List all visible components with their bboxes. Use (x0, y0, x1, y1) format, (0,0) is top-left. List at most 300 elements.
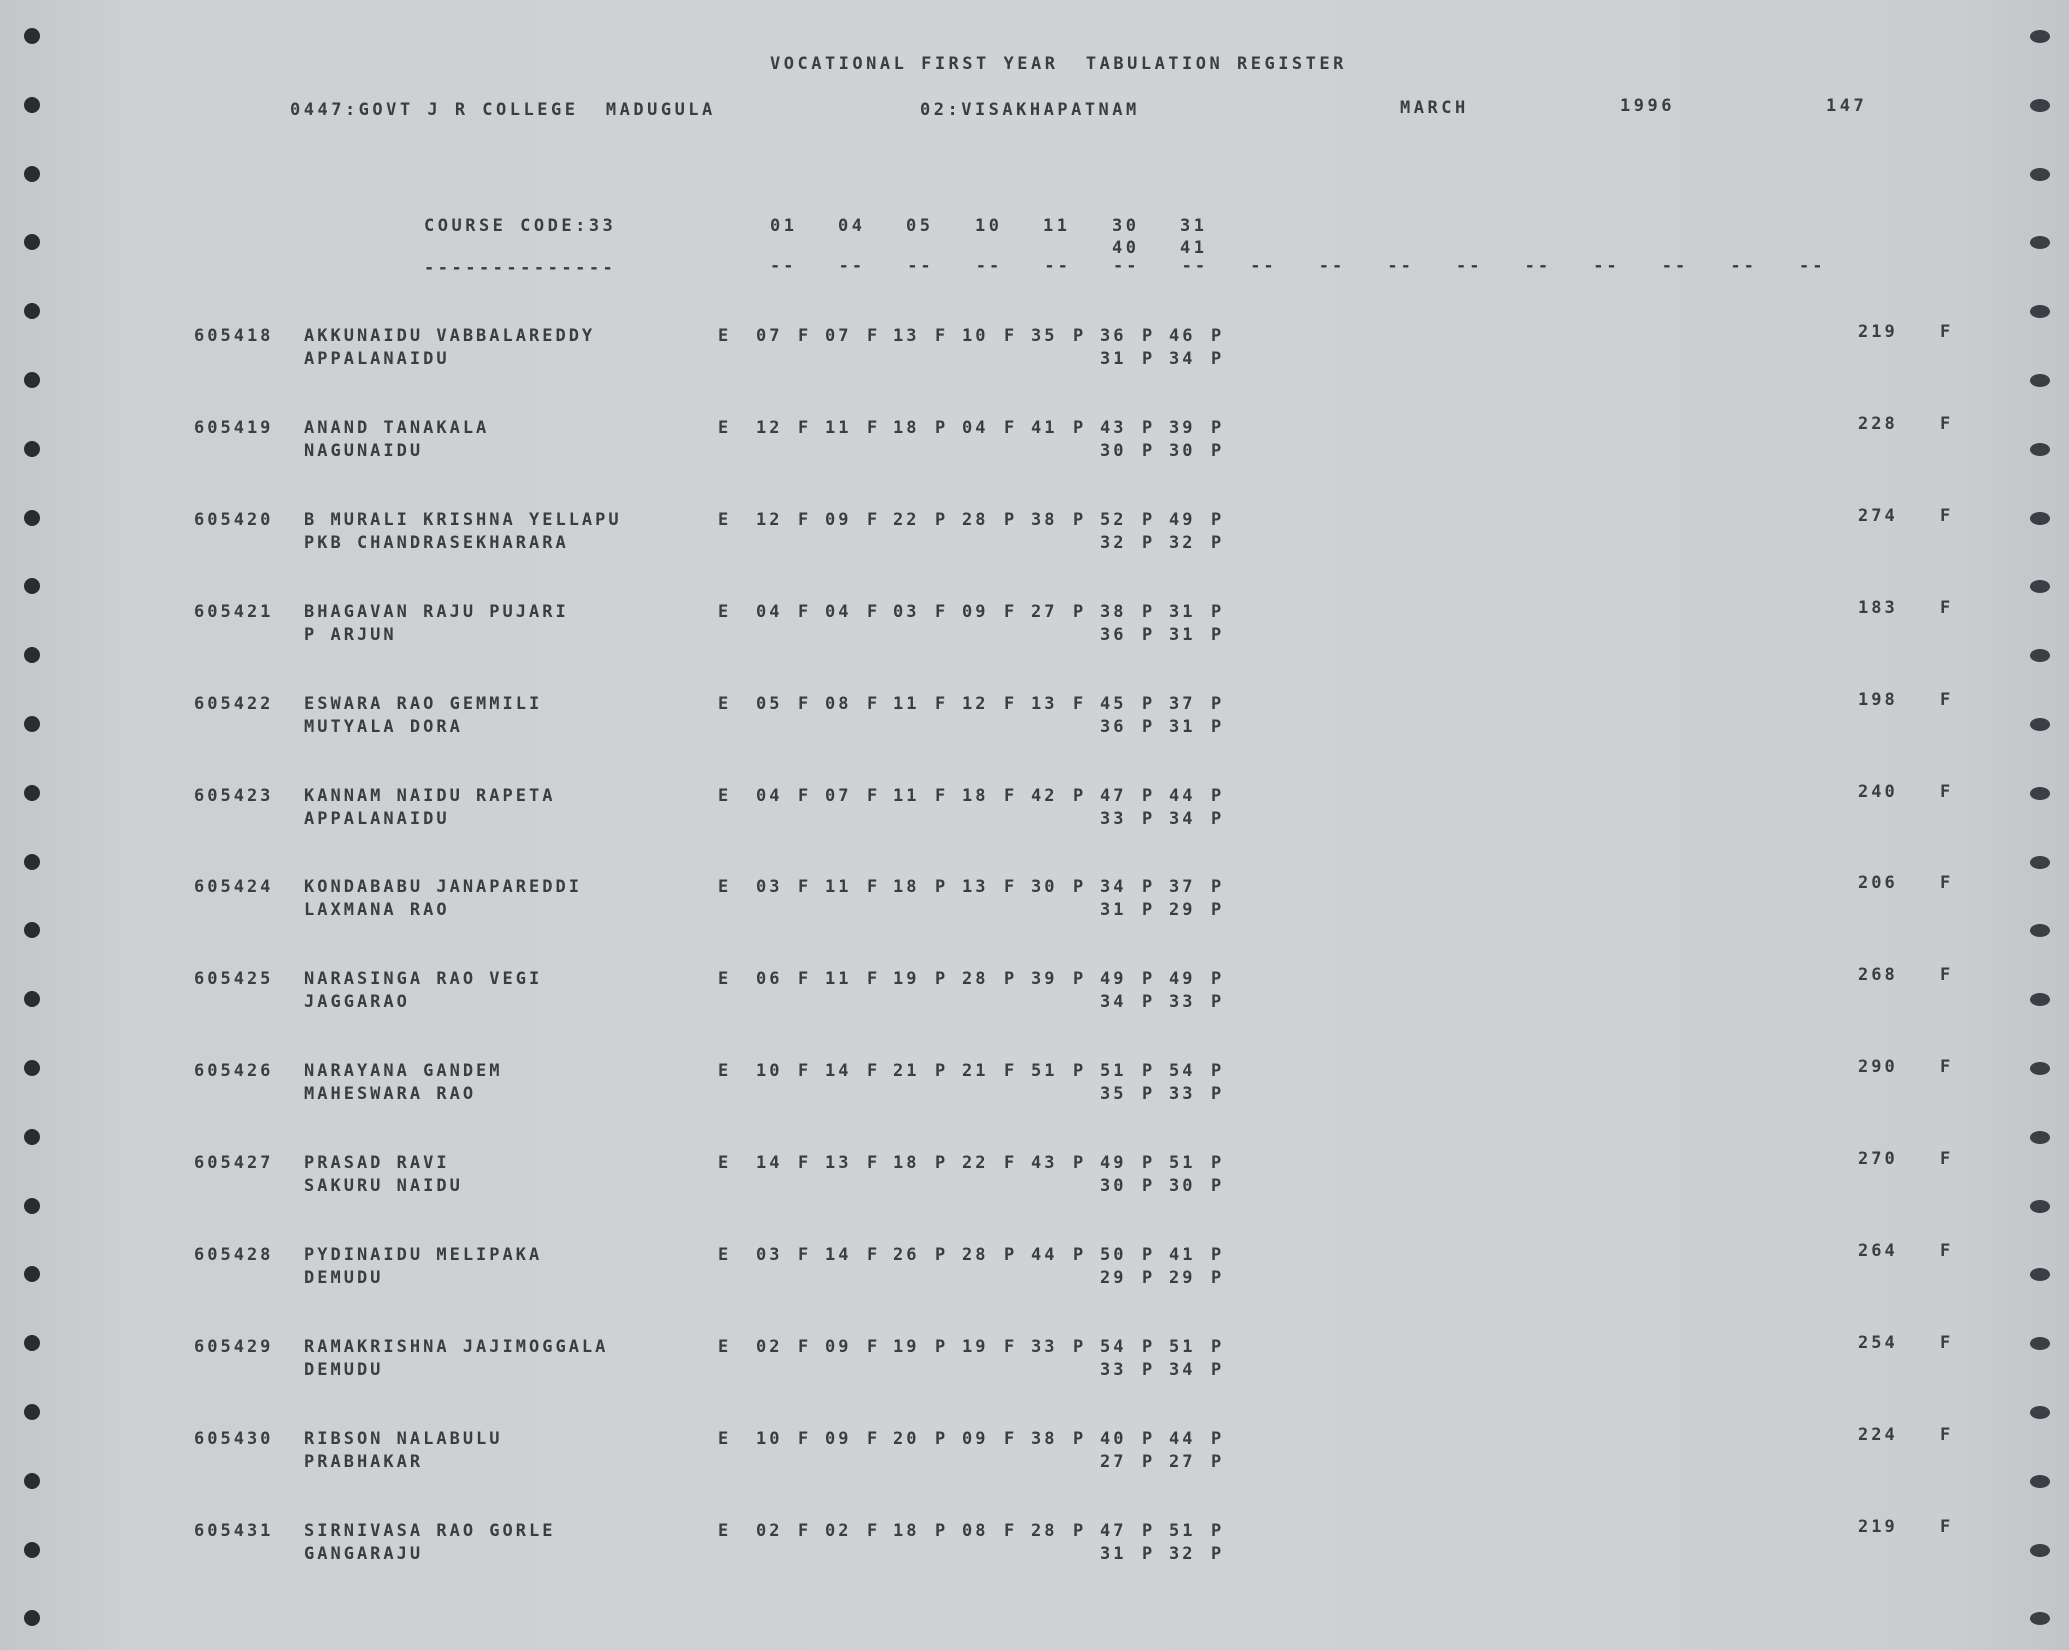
subject-result: F (867, 601, 881, 622)
subject-result: F (798, 1153, 812, 1174)
district-name: 02:VISAKHAPATNAM (920, 100, 1140, 120)
medium-code: E (718, 785, 732, 806)
father-name: APPALANAIDU (304, 349, 450, 369)
subject-mark: 10 (962, 326, 989, 346)
subject-code-41: 41 (1180, 238, 1208, 258)
subject-mark: 33 (1100, 1359, 1127, 1380)
subject-result: P (1004, 969, 1018, 990)
roll-number: 605428 (194, 1245, 274, 1265)
subject-mark: 22 (893, 509, 920, 530)
final-result: F (1940, 1516, 1954, 1537)
subject-result: P (1142, 601, 1156, 622)
subject-mark: 21 (893, 1061, 920, 1082)
perforation-hole (24, 303, 40, 319)
father-name: MUTYALA DORA (304, 716, 463, 737)
perforation-hole (2030, 1131, 2050, 1144)
subject-mark: 31 (1100, 349, 1127, 369)
subject-result: P (1142, 1245, 1156, 1265)
subject-result: P (1211, 624, 1225, 645)
student-name: PRASAD RAVI (304, 1153, 450, 1174)
perforation-hole (24, 1610, 40, 1626)
subject-mark: 11 (893, 785, 920, 806)
perforation-hole (2030, 99, 2050, 112)
student-name: SIRNIVASA RAO GORLE (304, 1520, 556, 1541)
subject-mark: 54 (1169, 1061, 1196, 1082)
medium-code: E (718, 417, 732, 438)
subject-result: P (1211, 877, 1225, 898)
column-dash: -- (1113, 256, 1140, 276)
column-dash: -- (1181, 256, 1209, 276)
perforation-hole (24, 28, 40, 44)
subject-mark: 22 (962, 1153, 989, 1174)
subject-result: P (1211, 1084, 1225, 1105)
subject-result: P (1211, 693, 1225, 714)
subject-mark: 31 (1100, 1543, 1127, 1564)
column-dash: -- (1524, 256, 1552, 276)
father-name: DEMUDU (304, 1268, 384, 1288)
subject-result: P (1142, 1153, 1156, 1174)
subject-result: P (1211, 1428, 1225, 1449)
total-marks: 198 (1858, 689, 1898, 710)
subject-result: P (935, 877, 949, 898)
roll-number: 605426 (194, 1061, 274, 1082)
subject-result: P (1211, 785, 1225, 806)
perforation-hole (24, 854, 40, 870)
subject-result: F (798, 969, 812, 990)
subject-mark: 39 (1031, 969, 1058, 990)
subject-result: P (1211, 900, 1225, 921)
subject-mark: 18 (893, 877, 920, 898)
subject-code-31: 31 (1180, 216, 1208, 236)
subject-mark: 11 (893, 693, 920, 714)
subject-result: F (1004, 877, 1018, 898)
subject-result: P (1211, 509, 1225, 530)
student-name: AKKUNAIDU VABBALAREDDY (304, 326, 596, 346)
subject-mark: 12 (756, 417, 783, 438)
subject-mark: 31 (1100, 900, 1127, 921)
student-name: NARASINGA RAO VEGI (304, 969, 543, 990)
subject-mark: 47 (1100, 785, 1127, 806)
total-marks: 290 (1858, 1057, 1898, 1078)
subject-result: P (1142, 440, 1156, 461)
final-result: F (1940, 505, 1954, 526)
subject-mark: 04 (825, 601, 852, 622)
roll-number: 605431 (194, 1520, 274, 1541)
father-name: PRABHAKAR (304, 1451, 424, 1472)
college-name: 0447:GOVT J R COLLEGE MADUGULA (290, 100, 716, 120)
student-name: RIBSON NALABULU (304, 1428, 503, 1449)
student-name: ANAND TANAKALA (304, 417, 490, 438)
subject-result: F (1073, 693, 1087, 714)
subject-mark: 33 (1169, 1084, 1196, 1105)
subject-mark: 47 (1100, 1520, 1127, 1541)
subject-mark: 42 (1031, 785, 1058, 806)
total-marks: 240 (1858, 781, 1898, 802)
subject-mark: 33 (1031, 1336, 1058, 1357)
medium-code: E (718, 601, 732, 622)
student-row (0, 413, 2069, 478)
subject-result: F (1004, 601, 1018, 622)
student-row (0, 1057, 2069, 1121)
subject-mark: 11 (825, 877, 852, 898)
subject-result: F (798, 785, 812, 806)
roll-number: 605420 (194, 509, 274, 530)
subject-result: P (1211, 532, 1225, 553)
subject-mark: 04 (756, 601, 783, 622)
subject-mark: 49 (1169, 509, 1196, 530)
subject-result: P (935, 509, 949, 530)
final-result: F (1940, 1057, 1954, 1078)
subject-mark: 51 (1031, 1061, 1058, 1082)
subject-result: P (1073, 969, 1087, 990)
subject-mark: 34 (1169, 1359, 1196, 1380)
subject-code-04: 04 (838, 216, 866, 236)
subject-result: P (1211, 1451, 1225, 1472)
medium-code: E (718, 1428, 732, 1449)
subject-mark: 03 (756, 877, 783, 898)
subject-mark: 46 (1169, 326, 1196, 346)
subject-result: F (935, 693, 949, 714)
subject-result: P (1142, 785, 1156, 806)
course-code-underline: -------------- (424, 258, 617, 278)
subject-mark: 49 (1169, 969, 1196, 990)
subject-result: P (935, 1245, 949, 1265)
subject-result: F (935, 601, 949, 622)
subject-mark: 34 (1169, 808, 1196, 829)
subject-mark: 41 (1031, 417, 1058, 438)
subject-mark: 09 (825, 509, 852, 530)
subject-mark: 12 (756, 509, 783, 530)
subject-mark: 39 (1169, 417, 1196, 438)
student-row (0, 1241, 2069, 1305)
subject-result: F (867, 1245, 881, 1265)
subject-mark: 10 (756, 1061, 783, 1082)
subject-result: F (867, 1061, 881, 1082)
student-row (0, 597, 2069, 662)
student-row (0, 965, 2069, 1029)
subject-result: P (1142, 808, 1156, 829)
final-result: F (1940, 322, 1954, 342)
subject-mark: 05 (756, 693, 783, 714)
subject-result: F (798, 1428, 812, 1449)
subject-result: P (935, 1061, 949, 1082)
medium-code: E (718, 1520, 732, 1541)
subject-result: F (798, 1245, 812, 1265)
subject-mark: 03 (756, 1245, 783, 1265)
subject-mark: 52 (1100, 509, 1127, 530)
exam-year: 1996 (1620, 96, 1675, 116)
perforation-hole (2030, 305, 2050, 318)
subject-mark: 04 (756, 785, 783, 806)
subject-mark: 43 (1100, 417, 1127, 438)
subject-mark: 07 (825, 326, 852, 346)
father-name: PKB CHANDRASEKHARARA (304, 532, 569, 553)
subject-result: P (935, 1520, 949, 1541)
student-name: B MURALI KRISHNA YELLAPU (304, 509, 622, 530)
final-result: F (1940, 1149, 1954, 1170)
student-name: KONDABABU JANAPAREDDI (304, 877, 582, 898)
column-dash: -- (838, 256, 866, 276)
subject-mark: 37 (1169, 693, 1196, 714)
subject-code-01: 01 (770, 216, 798, 236)
total-marks: 219 (1858, 1516, 1898, 1537)
total-marks: 228 (1858, 413, 1898, 434)
subject-mark: 35 (1031, 326, 1058, 346)
subject-result: P (1211, 1336, 1225, 1357)
total-marks: 206 (1858, 873, 1898, 894)
subject-result: F (867, 509, 881, 530)
subject-result: F (798, 1061, 812, 1082)
roll-number: 605425 (194, 969, 274, 990)
subject-mark: 10 (756, 1428, 783, 1449)
subject-result: P (1142, 1084, 1156, 1105)
column-dash: -- (1730, 256, 1757, 276)
subject-mark: 14 (825, 1245, 852, 1265)
student-name: PYDINAIDU MELIPAKA (304, 1245, 543, 1265)
subject-result: F (935, 785, 949, 806)
subject-mark: 27 (1031, 601, 1058, 622)
student-name: BHAGAVAN RAJU PUJARI (304, 601, 569, 622)
total-marks: 219 (1858, 322, 1898, 342)
subject-mark: 30 (1100, 440, 1127, 461)
father-name: LAXMANA RAO (304, 900, 450, 921)
column-dash: -- (1799, 256, 1826, 276)
father-name: GANGARAJU (304, 1543, 424, 1564)
medium-code: E (718, 969, 732, 990)
subject-result: P (1142, 349, 1156, 369)
student-name: RAMAKRISHNA JAJIMOGGALA (304, 1336, 609, 1357)
subject-mark: 28 (1031, 1520, 1058, 1541)
subject-result: P (1142, 532, 1156, 553)
student-row (0, 1424, 2069, 1489)
subject-mark: 18 (893, 1153, 920, 1174)
perforation-hole (24, 578, 40, 594)
subject-mark: 09 (825, 1428, 852, 1449)
subject-result: P (1142, 1061, 1156, 1082)
student-row (0, 781, 2069, 846)
subject-mark: 49 (1100, 969, 1127, 990)
subject-mark: 36 (1100, 624, 1127, 645)
subject-result: F (1004, 785, 1018, 806)
subject-mark: 13 (893, 326, 920, 346)
father-name: JAGGARAO (304, 992, 410, 1013)
subject-result: P (1211, 992, 1225, 1013)
medium-code: E (718, 693, 732, 714)
subject-result: P (1142, 326, 1156, 346)
subject-mark: 29 (1169, 900, 1196, 921)
subject-mark: 28 (962, 1245, 989, 1265)
subject-mark: 12 (962, 693, 989, 714)
subject-result: P (1211, 1176, 1225, 1197)
subject-result: F (798, 601, 812, 622)
subject-result: F (867, 785, 881, 806)
subject-result: F (1004, 1336, 1018, 1357)
subject-code-30: 30 (1112, 216, 1140, 236)
subject-result: P (1073, 326, 1087, 346)
perforation-hole (2030, 580, 2050, 593)
subject-result: F (867, 1520, 881, 1541)
subject-mark: 18 (962, 785, 989, 806)
subject-result: F (1004, 1061, 1018, 1082)
subject-result: P (1142, 716, 1156, 737)
perforation-hole (2030, 856, 2050, 869)
subject-result: P (1211, 1543, 1225, 1564)
subject-mark: 38 (1031, 1428, 1058, 1449)
father-name: SAKURU NAIDU (304, 1176, 463, 1197)
perforation-hole (2030, 1406, 2050, 1419)
student-row (0, 1332, 2069, 1397)
subject-result: P (1073, 417, 1087, 438)
subject-mark: 32 (1169, 1543, 1196, 1564)
subject-result: P (1142, 624, 1156, 645)
medium-code: E (718, 1061, 732, 1082)
subject-mark: 26 (893, 1245, 920, 1265)
medium-code: E (718, 1336, 732, 1357)
student-name: KANNAM NAIDU RAPETA (304, 785, 556, 806)
perforation-hole (24, 234, 40, 250)
total-marks: 274 (1858, 505, 1898, 526)
subject-mark: 41 (1169, 1245, 1196, 1265)
subject-result: F (867, 1153, 881, 1174)
subject-code-11: 11 (1043, 216, 1071, 236)
exam-month: MARCH (1400, 98, 1469, 118)
subject-mark: 06 (756, 969, 783, 990)
subject-result: P (1211, 349, 1225, 369)
total-marks: 268 (1858, 965, 1898, 986)
subject-result: P (1211, 1520, 1225, 1541)
column-dash: -- (770, 256, 797, 276)
subject-mark: 30 (1169, 1176, 1196, 1197)
subject-result: P (1073, 1153, 1087, 1174)
subject-mark: 27 (1100, 1451, 1127, 1472)
perforation-hole (24, 97, 40, 113)
student-row (0, 1516, 2069, 1581)
father-name: P ARJUN (304, 624, 397, 645)
subject-result: P (1073, 509, 1087, 530)
subject-result: P (1142, 1520, 1156, 1541)
subject-result: P (1073, 1520, 1087, 1541)
subject-result: F (798, 509, 812, 530)
subject-result: P (1004, 509, 1018, 530)
subject-result: F (867, 1336, 881, 1357)
subject-code-10: 10 (975, 216, 1003, 236)
subject-mark: 20 (893, 1428, 920, 1449)
subject-result: P (1211, 808, 1225, 829)
final-result: F (1940, 1241, 1954, 1261)
column-dash: -- (1250, 256, 1277, 276)
father-name: MAHESWARA RAO (304, 1084, 477, 1105)
medium-code: E (718, 326, 732, 346)
subject-result: P (1073, 877, 1087, 898)
column-dash: -- (1661, 256, 1689, 276)
subject-result: F (867, 326, 881, 346)
total-marks: 270 (1858, 1149, 1898, 1170)
subject-result: F (867, 877, 881, 898)
total-marks: 224 (1858, 1424, 1898, 1445)
perforation-hole (2030, 1612, 2050, 1625)
subject-mark: 02 (825, 1520, 852, 1541)
subject-mark: 30 (1169, 440, 1196, 461)
subject-result: P (1004, 1245, 1018, 1265)
perforation-hole (2030, 30, 2050, 43)
subject-mark: 40 (1100, 1428, 1127, 1449)
perforation-hole (2030, 236, 2050, 249)
subject-mark: 18 (893, 1520, 920, 1541)
subject-mark: 33 (1169, 992, 1196, 1013)
medium-code: E (718, 1245, 732, 1265)
final-result: F (1940, 873, 1954, 894)
subject-result: P (1142, 969, 1156, 990)
subject-mark: 32 (1169, 532, 1196, 553)
medium-code: E (718, 509, 732, 530)
subject-mark: 54 (1100, 1336, 1127, 1357)
subject-mark: 28 (962, 509, 989, 530)
subject-result: P (935, 417, 949, 438)
subject-result: P (1073, 1336, 1087, 1357)
subject-result: F (1004, 1153, 1018, 1174)
subject-result: F (798, 693, 812, 714)
perforation-hole (24, 1129, 40, 1145)
student-name: ESWARA RAO GEMMILI (304, 693, 543, 714)
subject-mark: 36 (1100, 716, 1127, 737)
register-title: VOCATIONAL FIRST YEAR TABULATION REGISTER (770, 54, 1347, 74)
subject-mark: 45 (1100, 693, 1127, 714)
subject-result: F (867, 1428, 881, 1449)
column-dash: -- (1593, 256, 1620, 276)
column-dash: -- (907, 256, 934, 276)
subject-mark: 28 (962, 969, 989, 990)
subject-result: P (1073, 601, 1087, 622)
subject-result: F (798, 326, 812, 346)
student-row (0, 1149, 2069, 1213)
subject-mark: 08 (825, 693, 852, 714)
roll-number: 605427 (194, 1153, 274, 1174)
subject-result: F (798, 417, 812, 438)
subject-mark: 07 (825, 785, 852, 806)
subject-mark: 31 (1169, 601, 1196, 622)
subject-result: P (1142, 1336, 1156, 1357)
subject-mark: 30 (1031, 877, 1058, 898)
subject-result: P (1211, 1245, 1225, 1265)
subject-result: P (1211, 326, 1225, 346)
subject-mark: 19 (893, 969, 920, 990)
subject-mark: 38 (1031, 509, 1058, 530)
subject-mark: 11 (825, 417, 852, 438)
subject-mark: 03 (893, 601, 920, 622)
subject-mark: 13 (825, 1153, 852, 1174)
subject-result: P (1073, 1245, 1087, 1265)
roll-number: 605422 (194, 693, 274, 714)
column-dash: -- (1044, 256, 1071, 276)
subject-mark: 31 (1169, 716, 1196, 737)
father-name: APPALANAIDU (304, 808, 450, 829)
subject-result: P (1142, 1268, 1156, 1288)
subject-result: F (798, 1336, 812, 1357)
course-code: COURSE CODE:33 (424, 216, 617, 236)
subject-result: P (1142, 992, 1156, 1013)
subject-result: P (1142, 693, 1156, 714)
subject-result: F (798, 877, 812, 898)
subject-mark: 19 (962, 1336, 989, 1357)
student-row (0, 689, 2069, 754)
page-number: 147 (1826, 96, 1868, 116)
subject-mark: 38 (1100, 601, 1127, 622)
subject-mark: 34 (1100, 877, 1127, 898)
medium-code: E (718, 1153, 732, 1174)
subject-mark: 43 (1031, 1153, 1058, 1174)
subject-mark: 51 (1169, 1336, 1196, 1357)
total-marks: 183 (1858, 597, 1898, 618)
